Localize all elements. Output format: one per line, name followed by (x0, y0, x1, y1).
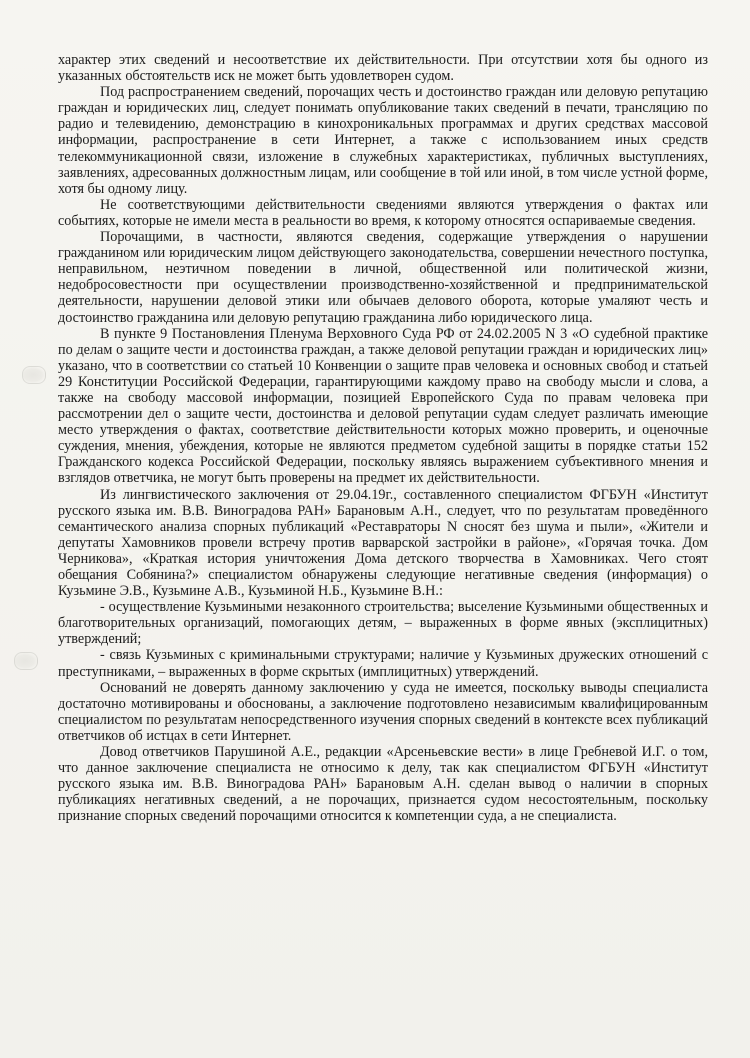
list-item-explicit-statements: - осуществление Кузьмиными незаконного строительства; выселение Кузьмиными общественных и благотворительных организаций, помогающих детям, – выраженных в форме явных (эксплицитных) утверждений; (58, 599, 708, 648)
list-item-implicit-statements: - связь Кузьминых с криминальными структурами; наличие у Кузьминых дружеских отношений с преступниками, – выраженных в форме скрытых (имплицитных) утверждений. (58, 647, 708, 680)
punch-hole-mark (14, 652, 38, 670)
paragraph-untrue-information: Не соответствующими действительности сведениями являются утверждения о фактах или событиях, которые не имели места в реальности во время, к которому относятся оспариваемые сведения. (58, 196, 708, 229)
paragraph-defamatory-information: Порочащими, в частности, являются сведения, содержащие утверждения о нарушении гражданином или юридическим лицом действующего законодательства, совершении нечестного поступка, неправильном, неэтичном поведении в личной, общественной или политической жизни, недобросовестности при осуществлении производственно-хозяйственной и предпринимательской деятельности, нарушении деловой этики или обычаев делового оборота, которые умаляют честь и достоинство гражданина или деловую репутацию гражданина либо юридического лица. (58, 229, 708, 326)
paragraph-dissemination-definition: Под распространением сведений, порочащих честь и достоинство граждан или деловую репутацию граждан и юридических лиц, следует понимать опубликование таких сведений в печати, трансляцию по радио и телевидению, демонстрацию в кинохроникальных программах и других средствах массовой информации, распространение в сети Интернет, а также с использованием иных средств телекоммуникационной связи, изложение в служебных характеристиках, публичных выступлениях, заявлениях, адресованных должностным лицам, или сообщение в той или иной, в том числе устной форме, хотя бы одному лицу. (58, 84, 708, 197)
paragraph-continuation: характер этих сведений и несоответствие их действительности. При отсутствии хотя бы одного из указанных обстоятельств иск не может быть удовлетворен судом. (58, 52, 708, 85)
paragraph-linguistic-conclusion: Из лингвистического заключения от 29.04.19г., составленного специалистом ФГБУН «Институт русского языка им. В.В. Виноградова РАН» Барановым А.Н., следует, что по результатам проведённого семантического анализа спорных публикаций «Реставраторы N сносят без шума и пыли», «Жители и депутаты Хамовников провели встречу против варварской застройки в районе», «Горячая точка. Дом Черникова», «Краткая история уничтожения Дома детского творчества в Хамовниках. Чего стоят обещания Собянина?» специалистом обнаружены следующие негативные сведения (информация) о Кузьмине Э.В., Кузьмине А.В., Кузьминой Н.Б., Кузьмине В.Н.: (58, 486, 708, 600)
document-body (58, 52, 708, 825)
paragraph-plenum-resolution: В пункте 9 Постановления Пленума Верховного Суда РФ от 24.02.2005 N 3 «О судебной практике по делам о защите чести и достоинства граждан, а также деловой репутации граждан и юридических лиц» указано, что в соответствии со статьей 10 Конвенции о защите прав человека и основных свобод и статьей 29 Конституции Российской Федерации, гарантирующими каждому право на свободу мысли и слова, а также на свободу массовой информации, позицией Европейского Суда по правам человека при рассмотрении дел о защите чести, достоинства и деловой репутации судам следует различать имеющие место утверждения о фактах, соответствие действительности которых можно проверить, и оценочные суждения, мнения, убеждения, которые не являются предметом судебной защиты в порядке статьи 152 Гражданского кодекса Российской Федерации, поскольку являясь выражением субъективного мнения и взглядов ответчика, не могут быть проверены на предмет их действительности. (58, 325, 708, 487)
paragraph-defendants-argument: Довод ответчиков Парушиной А.Е., редакции «Арсеньевские вести» в лице Гребневой И.Г. о том, что данное заключение специалиста не относимо к делу, так как специалистом ФГБУН «Институт русского языка им. В.В. Виноградова РАН» Барановым А.Н. сделан вывод о наличии в спорных публикациях негативных сведений, а не порочащих, признается судом несостоятельным, поскольку признание спорных сведений порочащими относится к компетенции суда, а не специалиста. (58, 744, 708, 825)
paragraph-trust-in-conclusion: Оснований не доверять данному заключению у суда не имеется, поскольку выводы специалиста достаточно мотивированы и обоснованы, а заключение подготовлено независимым квалифицированным специалистом по результатам непосредственного изучения спорных сведений в контексте всех публикаций ответчиков об истцах в сети Интернет. (58, 679, 708, 744)
punch-hole-mark (22, 366, 46, 384)
